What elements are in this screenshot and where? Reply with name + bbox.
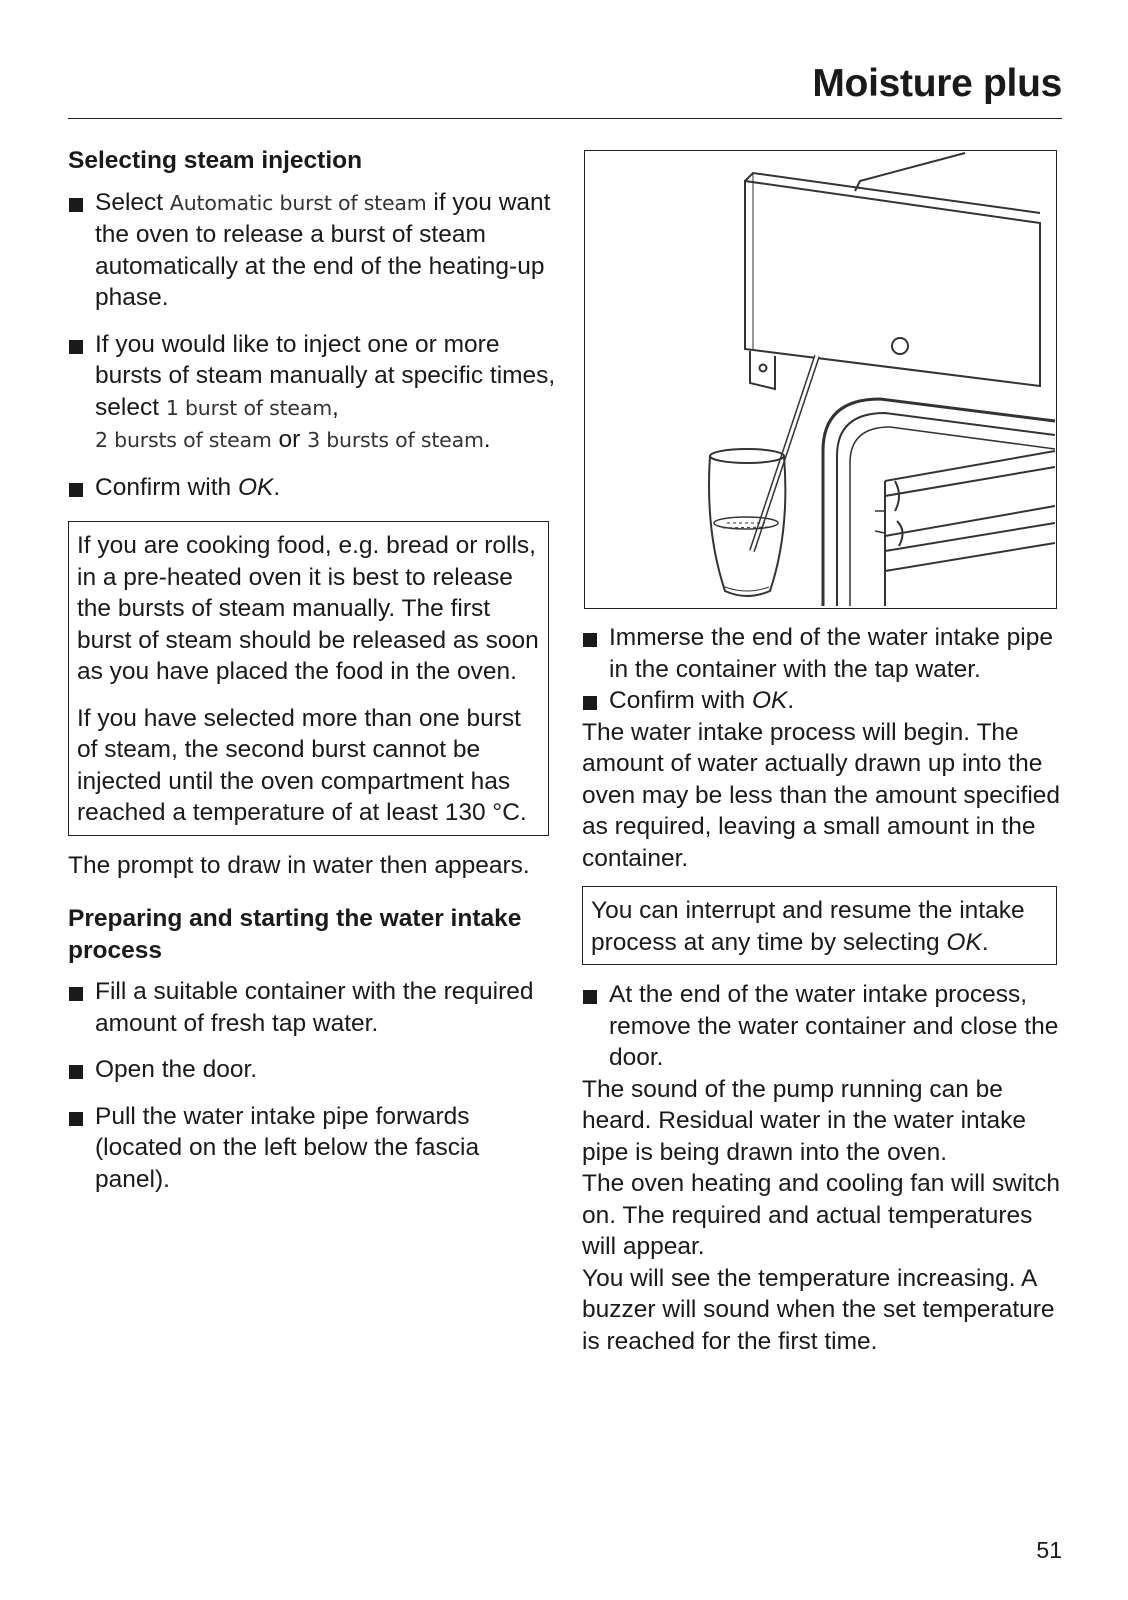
note-paragraph: If you have selected more than one burst of steam, the second burst cannot be injected until the oven compartment has reached a temperature of at least 130 °C. xyxy=(77,704,527,826)
oven-pipe-glass-drawing xyxy=(585,151,1055,607)
left-column xyxy=(68,145,558,1210)
water-intake-illustration xyxy=(584,150,1057,609)
prompt-text: The prompt to draw in water then appears. xyxy=(68,851,530,879)
instruction-fill-container: Fill a suitable container with the required amount of fresh tap water. xyxy=(68,976,558,1039)
ok-key-label: OK xyxy=(946,928,982,956)
note-paragraph: If you are cooking food, e.g. bread or rolls, in a pre-heated oven it is best to release the bursts of steam manually. The first burst of steam should be released as soon as you have placed the food in the oven. xyxy=(77,532,539,685)
temperature-text: You will see the temperature increasing. A buzzer will sound when the set temperature is reached for the first time. xyxy=(582,1264,1055,1355)
intake-begin-text: The water intake process will begin. The amount of water actually drawn up into the oven may be less than the amount specified as required, leaving a small amount in the container. xyxy=(582,718,1061,872)
fan-text: The oven heating and cooling fan will switch on. The required and actual temperatures will appear. xyxy=(582,1170,1061,1260)
instruction-open-door: Open the door. xyxy=(68,1054,558,1086)
ok-key-label: OK xyxy=(237,473,274,501)
instruction-confirm-ok: Confirm with OK. xyxy=(68,472,558,504)
display-option-automatic: Automatic burst of steam xyxy=(169,190,427,215)
note-box-manual-steam xyxy=(68,521,549,836)
display-option-3-bursts: 3 bursts of steam xyxy=(307,428,484,452)
instruction-pull-pipe: Pull the water intake pipe forwards (located on the left below the fascia panel). xyxy=(68,1101,558,1196)
pump-text: The sound of the pump running can be heard. Residual water in the water intake pipe is being drawn into the oven. xyxy=(582,1075,1026,1166)
section-heading-steam-injection: Selecting steam injection xyxy=(68,147,363,174)
instruction-confirm-ok-right: Confirm with OK. xyxy=(582,685,1072,717)
ok-key-label: OK xyxy=(751,687,788,714)
header-divider xyxy=(68,118,1062,119)
page-title: Moisture plus xyxy=(812,62,1062,105)
display-option-2-bursts: 2 bursts of steam xyxy=(95,428,272,452)
page-number: 51 xyxy=(1036,1537,1062,1563)
display-option-1-burst: 1 burst of steam xyxy=(165,395,332,420)
note-box-interrupt: You can interrupt and resume the intake process at any time by selecting OK. xyxy=(582,886,1057,965)
instruction-immerse-pipe: Immerse the end of the water intake pipe in the container with the tap water. xyxy=(582,622,1072,685)
instruction-remove-container: At the end of the water intake process, remove the water container and close the door. xyxy=(582,979,1072,1074)
right-column xyxy=(582,622,1072,1357)
section-heading-water-intake: Preparing and starting the water intake process xyxy=(68,905,522,964)
instruction-select-manual: If you would like to inject one or more bursts of steam manually at specific times, select 1 burst of steam, 2 bursts of steam or 3 bursts of steam. xyxy=(68,329,558,457)
instruction-select-automatic: Select Automatic burst of steam if you want the oven to release a burst of steam automatically at the end of the heating-up phase. xyxy=(68,187,558,314)
